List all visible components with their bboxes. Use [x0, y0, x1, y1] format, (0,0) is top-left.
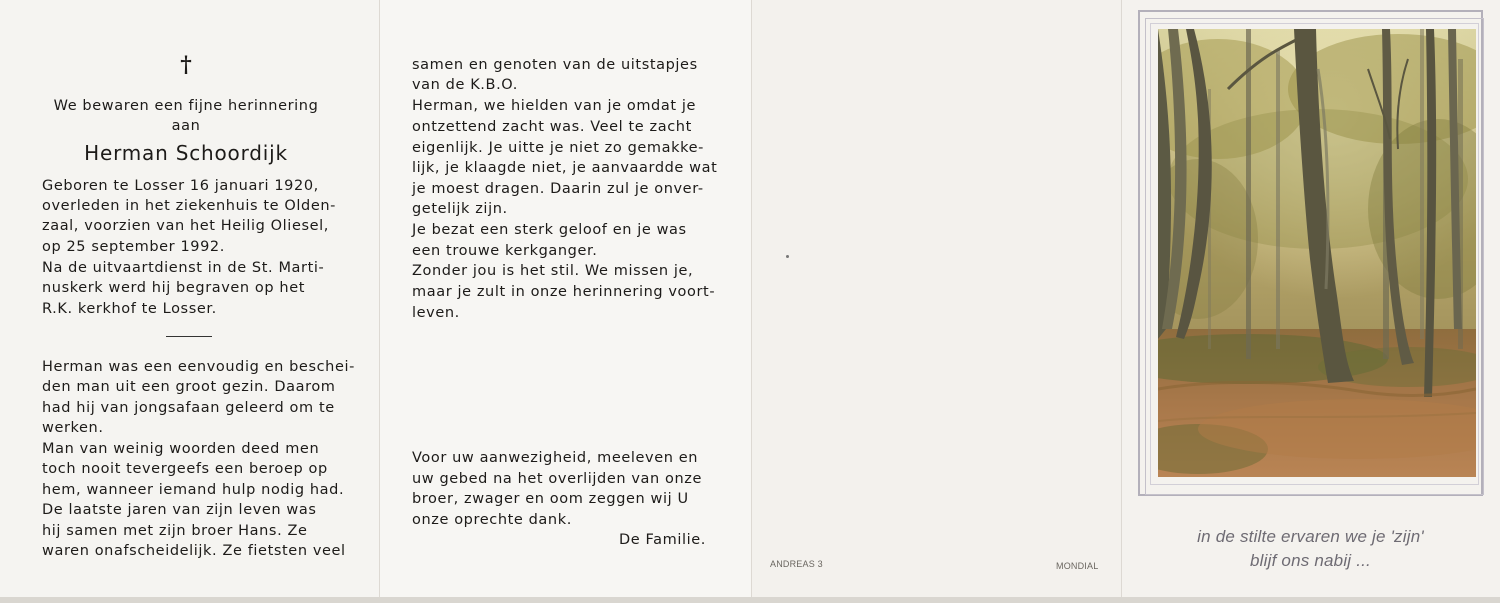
deceased-name: Herman Schoordijk: [84, 141, 288, 165]
text-line: eigenlijk. Je uitte je niet zo gemakke-: [412, 140, 704, 156]
text-line: De laatste jaren van zijn leven was: [42, 502, 317, 518]
print-code-right: MONDIAL: [1056, 561, 1099, 571]
text-line: getelijk zijn.: [412, 201, 508, 217]
text-line: leven.: [412, 305, 460, 321]
cross-icon: †: [180, 52, 192, 78]
text-line: den man uit een groot gezin. Daarom: [42, 379, 336, 395]
text-line: werken.: [42, 420, 104, 436]
text-line: Herman, we hielden van je omdat je: [412, 98, 696, 114]
text-line: je moest dragen. Daarin zul je onver-: [412, 181, 704, 197]
text-line: hem, wanneer iemand hulp nodig had.: [42, 482, 345, 498]
signature: De Familie.: [619, 532, 706, 548]
text-line: lijk, je klaagde niet, je aanvaardde wat: [412, 160, 718, 176]
text-line: onze oprechte dank.: [412, 512, 572, 528]
text-line: maar je zult in onze herinnering voort-: [412, 284, 716, 300]
card-panel-left: [0, 0, 379, 597]
text-line: ontzettend zacht was. Veel te zacht: [412, 119, 692, 135]
text-line: R.K. kerkhof te Losser.: [42, 301, 217, 317]
text-line: samen en genoten van de uitstapjes: [412, 57, 698, 73]
paper-speck: [786, 255, 789, 258]
text-line: van de K.B.O.: [412, 77, 518, 93]
intro-aan: aan: [171, 118, 201, 134]
divider: [166, 336, 212, 337]
text-line: zaal, voorzien van het Heilig Oliesel,: [42, 218, 329, 234]
fold-line: [379, 0, 380, 597]
text-line: Na de uitvaartdienst in de St. Marti-: [42, 260, 325, 276]
forest-image: [1158, 29, 1476, 477]
scan-bottom-edge: [0, 597, 1500, 603]
text-line: broer, zwager en oom zeggen wij U: [412, 491, 689, 507]
text-line: uw gebed na het overlijden van onze: [412, 471, 703, 487]
verse-line-2: blijf ons nabij ...: [1250, 551, 1371, 570]
text-line: Herman was een eenvoudig en beschei-: [42, 359, 355, 375]
forest-photo: [1158, 29, 1476, 477]
card-panel-blank: [751, 0, 1121, 597]
print-code-left: ANDREAS 3: [770, 559, 823, 569]
text-line: Voor uw aanwezigheid, meeleven en: [412, 450, 699, 466]
text-line: overleden in het ziekenhuis te Olden-: [42, 198, 336, 214]
text-line: op 25 september 1992.: [42, 239, 225, 255]
text-line: toch nooit tevergeefs een beroep op: [42, 461, 328, 477]
text-line: Zonder jou is het stil. We missen je,: [412, 263, 694, 279]
text-line: Geboren te Losser 16 januari 1920,: [42, 178, 319, 194]
text-line: Je bezat een sterk geloof en je was: [412, 222, 687, 238]
text-line: nuskerk werd hij begraven op het: [42, 280, 306, 296]
intro-line: We bewaren een fijne herinnering: [53, 98, 319, 114]
verse-line-1: in de stilte ervaren we je 'zijn': [1197, 527, 1424, 546]
fold-line: [751, 0, 752, 597]
text-line: waren onafscheidelijk. Ze fietsten veel: [42, 543, 346, 559]
text-line: hij samen met zijn broer Hans. Ze: [42, 523, 308, 539]
fold-line: [1121, 0, 1122, 597]
card-panel-inner: [379, 0, 751, 597]
text-line: een trouwe kerkganger.: [412, 243, 598, 259]
text-line: had hij van jongsafaan geleerd om te: [42, 400, 335, 416]
text-line: Man van weinig woorden deed men: [42, 441, 320, 457]
